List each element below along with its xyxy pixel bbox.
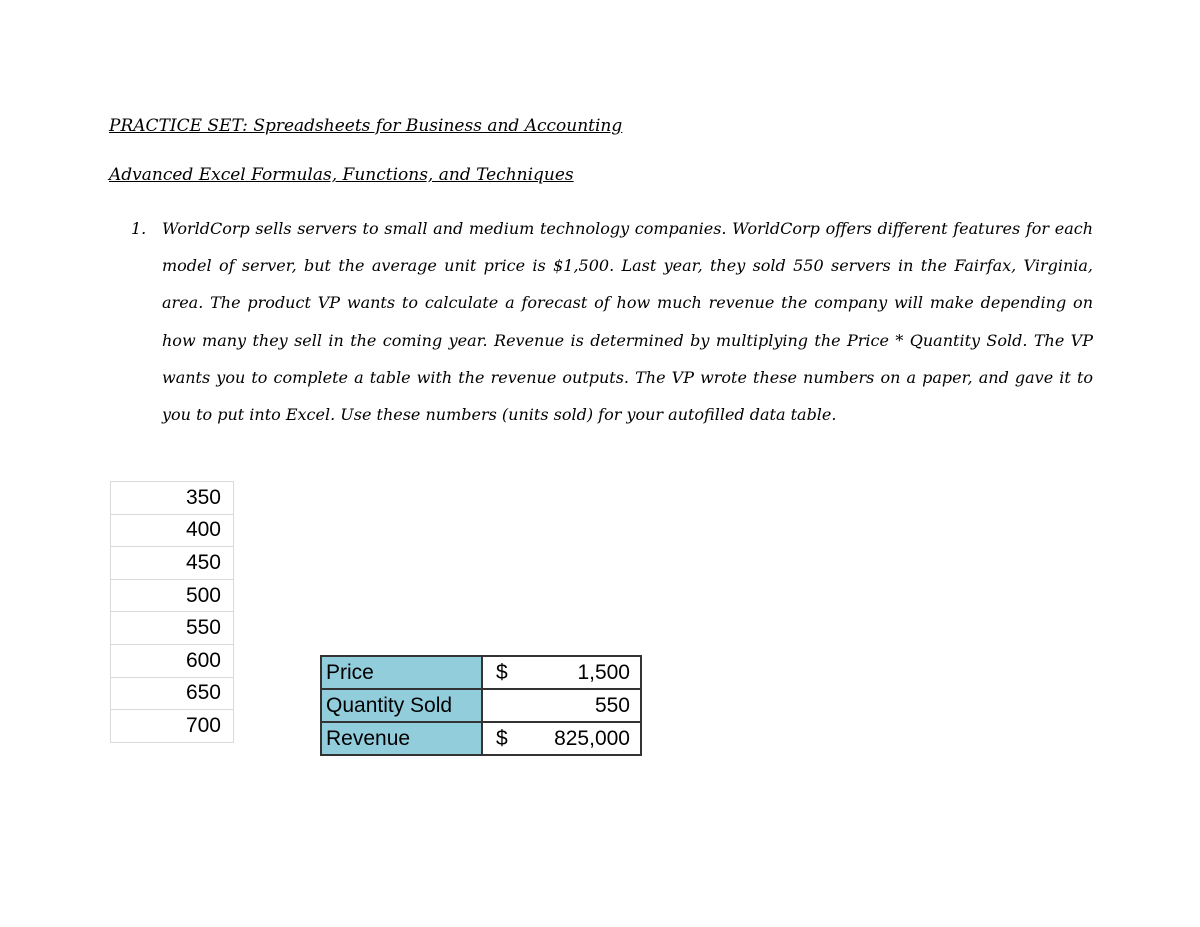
price-value: 1,500	[577, 660, 630, 684]
question-text: WorldCorp sells servers to small and medium technology companies. WorldCorp offers different features for each model of server, but the average unit price is $1,500. Last year, they sold 550 servers in the Fairfax, Virginia, area. The product VP wants to calculate a forecast of how much revenue the company will make depending on how many they sell in the coming year. Revenue is determined by multiplying the Price * Quantity Sold. The VP wants you to complete a table with the revenue outputs. The VP wrote these numbers on a paper, and gave it to you to put into Excel. Use these numbers (units sold) for your autofilled data table.	[162, 219, 1093, 425]
quantity-value: 550	[594, 693, 630, 717]
units-cell[interactable]: 350	[111, 482, 234, 515]
revenue-label-cell[interactable]: Revenue	[321, 722, 482, 755]
table-row	[111, 514, 234, 547]
table-row	[111, 482, 234, 515]
price-revenue-table	[320, 655, 642, 756]
units-cell[interactable]: 500	[111, 579, 234, 612]
units-cell[interactable]: 400	[111, 514, 234, 547]
revenue-row	[321, 722, 641, 755]
table-row	[111, 547, 234, 580]
currency-symbol: $	[496, 726, 508, 750]
units-cell[interactable]: 650	[111, 677, 234, 710]
document-title: PRACTICE SET: Spreadsheets for Business and Accounting	[109, 116, 623, 136]
table-row	[111, 579, 234, 612]
question-number: 1.	[131, 219, 147, 238]
price-row	[321, 656, 641, 689]
question-1	[131, 210, 1093, 433]
units-sold-table	[110, 481, 234, 743]
price-label-cell[interactable]: Price	[321, 656, 482, 689]
table-row	[111, 644, 234, 677]
units-cell[interactable]: 450	[111, 547, 234, 580]
units-cell[interactable]: 550	[111, 612, 234, 645]
table-row	[111, 677, 234, 710]
document-subtitle: Advanced Excel Formulas, Functions, and Techniques	[109, 165, 574, 185]
units-cell[interactable]: 600	[111, 644, 234, 677]
quantity-row	[321, 689, 641, 722]
revenue-value-cell[interactable]	[482, 722, 641, 755]
table-row	[111, 710, 234, 743]
units-cell[interactable]: 700	[111, 710, 234, 743]
currency-symbol: $	[496, 660, 508, 684]
quantity-value-cell[interactable]	[482, 689, 641, 722]
price-value-cell[interactable]	[482, 656, 641, 689]
table-row	[111, 612, 234, 645]
revenue-value: 825,000	[554, 726, 630, 750]
quantity-label-cell[interactable]: Quantity Sold	[321, 689, 482, 722]
